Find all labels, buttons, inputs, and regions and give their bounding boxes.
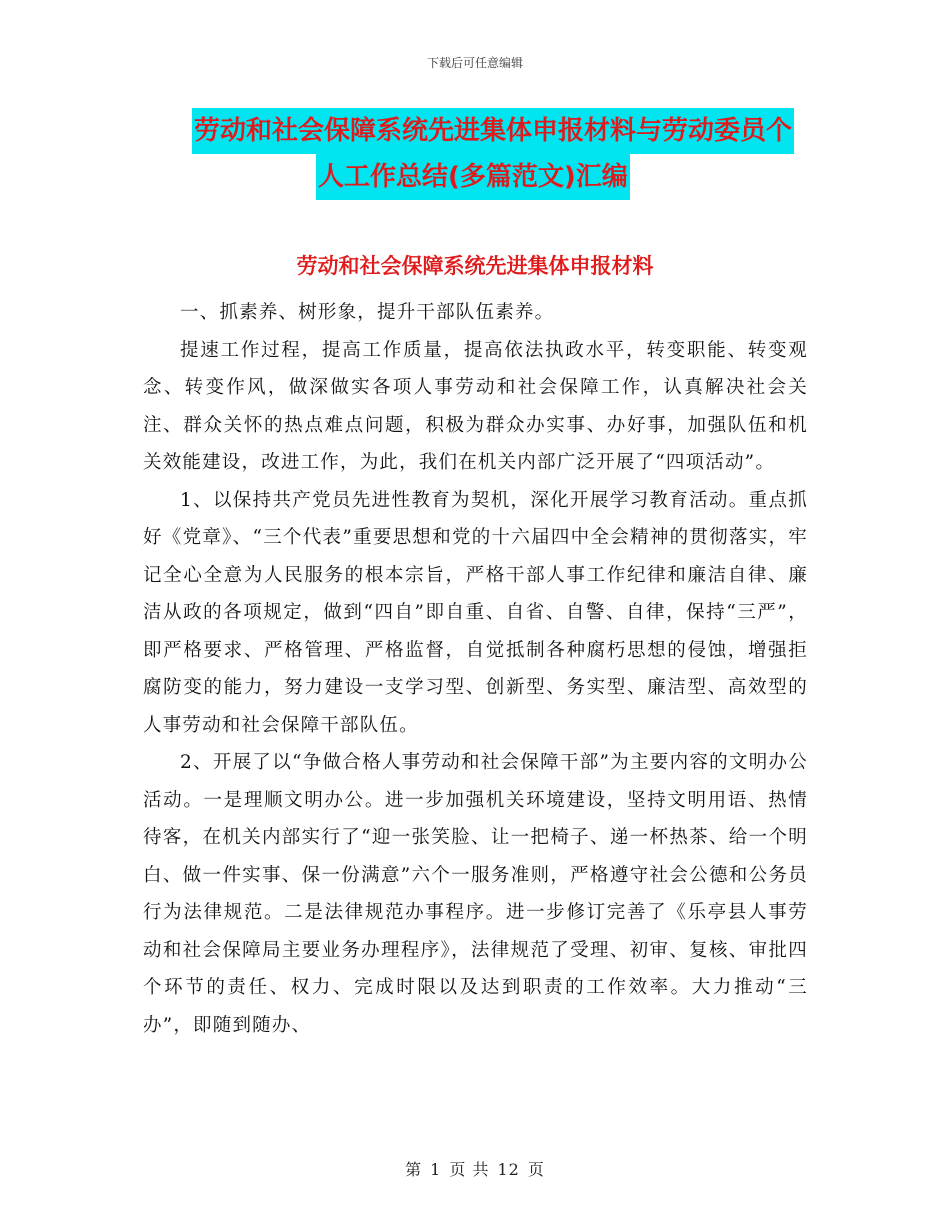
page-footer — [0, 1157, 950, 1180]
document-body — [143, 294, 808, 1044]
paragraph: 提速工作过程，提高工作质量，提高依法执政水平，转变职能、转变观念、转变作风，做深做实各项人事劳动和社会保障工作，认真解决社会关注、群众关怀的热点难点问题，积极为群众办实事、办好事，加强队伍和机关效能建设，改进工作，为此，我们在机关内部广泛开展了“四项活动”。 — [143, 339, 808, 473]
document-title-line-2: 人工作总结(多篇范文)汇编 — [316, 154, 630, 200]
section-title: 劳动和社会保障系统先进集体申报材料 — [296, 254, 654, 278]
page-number: 1 — [430, 1160, 442, 1179]
header-note: 下载后可任意编辑 — [426, 56, 523, 70]
total-pages: 12 — [497, 1160, 520, 1179]
footer-prefix: 第 — [405, 1160, 423, 1179]
footer-mid: 页 共 — [449, 1160, 490, 1179]
paragraph: 2、开展了以“争做合格人事劳动和社会保障干部”为主要内容的文明办公活动。一是理顺文明办公。进一步加强机关环境建设，坚持文明用语、热情待客，在机关内部实行了“迎一张笑脸、让一把椅子、递一杯热茶、给一个明白、做一件实事、保一份满意”六个一服务准则，严格遵守社会公德和公务员行为法律规范。二是法律规范办事程序。进一步修订完善了《乐亭县人事劳动和社会保障局主要业务办理程序》，法律规范了受理、初审、复核、审批四个环节的责任、权力、完成时限以及达到职责的工作效率。大力推动“三办”，即随到随办、 — [143, 752, 808, 1036]
document-title-line-1: 劳动和社会保障系统先进集体申报材料与劳动委员个 — [192, 108, 794, 154]
paragraph-heading-1: 一、抓素养、树形象，提升干部队伍素养。 — [180, 302, 555, 323]
paragraph: 1、以保持共产党员先进性教育为契机，深化开展学习教育活动。重点抓好《党章》、“三个代表”重要思想和党的十六届四中全会精神的贯彻落实，牢记全心全意为人民服务的根本宗旨，严格干部人事工作纪律和廉洁自律、廉洁从政的各项规定，做到“四自”即自重、自省、自警、自律，保持“三严”，即严格要求、严格管理、严格监督，自觉抵制各种腐朽思想的侵蚀，增强拒腐防变的能力，努力建设一支学习型、创新型、务实型、廉洁型、高效型的人事劳动和社会保障干部队伍。 — [143, 489, 808, 736]
footer-suffix: 页 — [527, 1160, 545, 1179]
